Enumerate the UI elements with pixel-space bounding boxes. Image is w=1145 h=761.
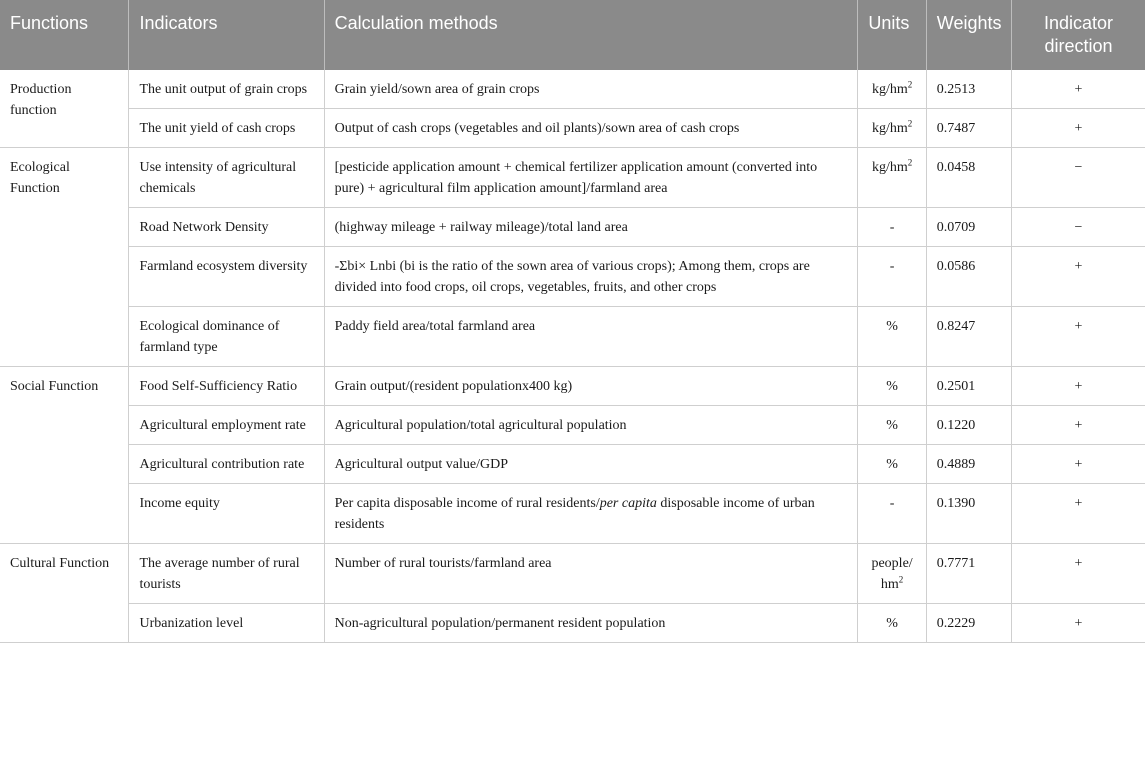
direction-cell: +	[1012, 367, 1145, 406]
unit-cell: $kg/hm^2$	[858, 109, 926, 148]
unit-cell: %	[858, 367, 926, 406]
indicator-cell: Use intensity of agricultural chemicals	[129, 148, 324, 208]
table-row	[0, 406, 1145, 445]
direction-cell: +	[1012, 70, 1145, 109]
unit-cell: %	[858, 604, 926, 643]
table-row	[0, 307, 1145, 367]
indicator-cell: Urbanization level	[129, 604, 324, 643]
header-methods: Calculation methods	[324, 0, 858, 70]
header-weights: Weights	[926, 0, 1011, 70]
table-row	[0, 445, 1145, 484]
weight-cell: 0.0586	[926, 247, 1011, 307]
table-row	[0, 367, 1145, 406]
table-row	[0, 544, 1145, 604]
direction-cell: +	[1012, 247, 1145, 307]
indicator-cell: Ecological dominance of farmland type	[129, 307, 324, 367]
direction-cell: +	[1012, 484, 1145, 544]
weight-cell: 0.8247	[926, 307, 1011, 367]
unit-cell: %	[858, 445, 926, 484]
method-cell: Non-agricultural population/permanent resident population	[324, 604, 858, 643]
indicator-cell: Agricultural employment rate	[129, 406, 324, 445]
weight-cell: 0.2513	[926, 70, 1011, 109]
table-row	[0, 604, 1145, 643]
method-cell: Per capita disposable income of rural residents/per capita disposable income of urban residents	[324, 484, 858, 544]
table-row	[0, 247, 1145, 307]
method-cell: Paddy field area/total farmland area	[324, 307, 858, 367]
method-cell: [pesticide application amount + chemical fertilizer application amount (converted into pure) + agricultural film application amount]/farmland area	[324, 148, 858, 208]
indicator-cell: Income equity	[129, 484, 324, 544]
header-direction: Indicator direction	[1012, 0, 1145, 70]
table-body	[0, 70, 1145, 643]
direction-cell: +	[1012, 109, 1145, 148]
weight-cell: 0.7771	[926, 544, 1011, 604]
table-header	[0, 0, 1145, 70]
weight-cell: 0.1220	[926, 406, 1011, 445]
unit-cell: $kg/hm^2$	[858, 148, 926, 208]
direction-cell: +	[1012, 307, 1145, 367]
method-cell: Agricultural output value/GDP	[324, 445, 858, 484]
method-cell: Grain yield/sown area of grain crops	[324, 70, 858, 109]
weight-cell: 0.0458	[926, 148, 1011, 208]
unit-cell: %	[858, 406, 926, 445]
method-cell: Grain output/(resident populationx400 kg)	[324, 367, 858, 406]
indicator-cell: The unit output of grain crops	[129, 70, 324, 109]
function-cell: Social Function	[0, 367, 129, 544]
table-row	[0, 70, 1145, 109]
weight-cell: 0.2501	[926, 367, 1011, 406]
direction-cell: −	[1012, 148, 1145, 208]
method-cell: -Σbi× Lnbi (bi is the ratio of the sown area of various crops); Among them, crops are divided into food crops, oil crops, vegetables, fruits, and other crops	[324, 247, 858, 307]
unit-cell: $kg/hm^2$	[858, 70, 926, 109]
method-cell: Number of rural tourists/farmland area	[324, 544, 858, 604]
indicator-cell: The average number of rural tourists	[129, 544, 324, 604]
direction-cell: +	[1012, 445, 1145, 484]
method-cell: (highway mileage + railway mileage)/total land area	[324, 208, 858, 247]
function-cell: Cultural Function	[0, 544, 129, 643]
direction-cell: +	[1012, 406, 1145, 445]
indicator-cell: Farmland ecosystem diversity	[129, 247, 324, 307]
unit-cell: %	[858, 307, 926, 367]
table-row	[0, 484, 1145, 544]
direction-cell: +	[1012, 544, 1145, 604]
weight-cell: 0.7487	[926, 109, 1011, 148]
direction-cell: +	[1012, 604, 1145, 643]
header-indicators: Indicators	[129, 0, 324, 70]
table-row	[0, 109, 1145, 148]
header-units: Units	[858, 0, 926, 70]
function-cell: Production function	[0, 70, 129, 148]
method-cell: Agricultural population/total agricultural population	[324, 406, 858, 445]
indicator-cell: Agricultural contribution rate	[129, 445, 324, 484]
indicator-cell: Food Self-Sufficiency Ratio	[129, 367, 324, 406]
unit-cell: -	[858, 484, 926, 544]
header-functions: Functions	[0, 0, 129, 70]
header-row	[0, 0, 1145, 70]
weight-cell: 0.4889	[926, 445, 1011, 484]
unit-cell: -	[858, 208, 926, 247]
indicator-cell: The unit yield of cash crops	[129, 109, 324, 148]
unit-cell: people/ $hm^2$	[858, 544, 926, 604]
method-cell: Output of cash crops (vegetables and oil plants)/sown area of cash crops	[324, 109, 858, 148]
weight-cell: 0.1390	[926, 484, 1011, 544]
unit-cell: -	[858, 247, 926, 307]
weight-cell: 0.2229	[926, 604, 1011, 643]
table-row	[0, 208, 1145, 247]
indicator-cell: Road Network Density	[129, 208, 324, 247]
weight-cell: 0.0709	[926, 208, 1011, 247]
function-cell: Ecological Function	[0, 148, 129, 367]
table-row	[0, 148, 1145, 208]
direction-cell: −	[1012, 208, 1145, 247]
